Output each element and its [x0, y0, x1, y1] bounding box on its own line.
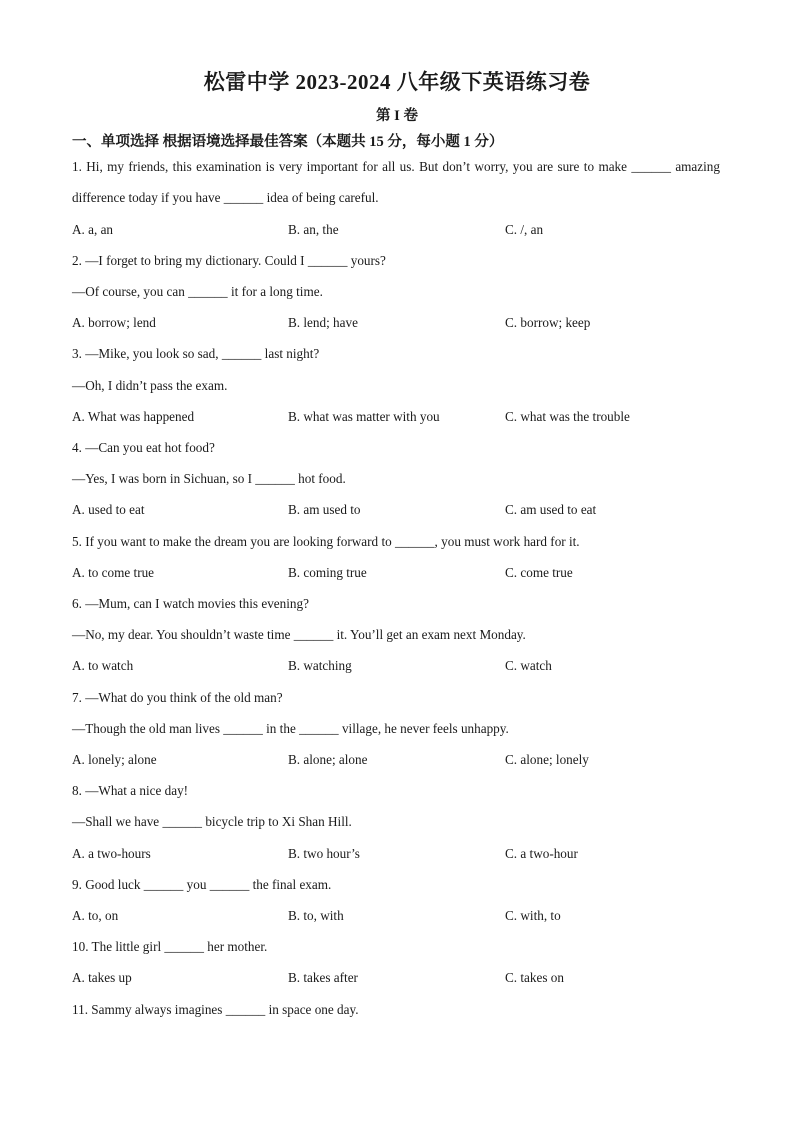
question-2-line-2: —Of course, you can ______ it for a long time. [72, 284, 323, 299]
option-b: B. am used to [288, 502, 361, 517]
question-1-line-2: difference today if you have ______ idea of being careful. [72, 190, 379, 205]
option-c: C. come true [505, 565, 573, 580]
question-2-line-1: 2. —I forget to bring my dictionary. Could I ______ yours? [72, 253, 386, 268]
option-b: B. coming true [288, 565, 367, 580]
option-c: C. /, an [505, 222, 544, 237]
question-7-line-1: 7. —What do you think of the old man? [72, 690, 283, 705]
option-a: A. a two-hours [72, 846, 151, 861]
question-6-line-1: 6. —Mum, can I watch movies this evening? [72, 596, 309, 611]
question-3-line-2: —Oh, I didn’t pass the exam. [72, 378, 228, 393]
question-4-line-2: —Yes, I was born in Sichuan, so I ______ hot food. [72, 471, 346, 486]
question-6-options [72, 658, 722, 676]
option-a: A. a, an [72, 222, 114, 237]
question-10-options [72, 970, 722, 988]
question-10-line-1: 10. The little girl ______ her mother. [72, 939, 268, 954]
question-7-line-2: —Though the old man lives ______ in the ______ village, he never feels unhappy. [72, 721, 509, 736]
option-b: B. to, with [288, 908, 344, 923]
question-9-options [72, 908, 722, 926]
question-8-options [72, 846, 722, 864]
question-9-line-1: 9. Good luck ______ you ______ the final exam. [72, 877, 332, 892]
section-heading: 一、单项选择 根据语境选择最佳答案（本题共 15 分，每小题 1 分） [72, 134, 504, 150]
option-b: B. an, the [288, 222, 339, 237]
question-2-options [72, 315, 722, 333]
page-title: 松雷中学 2023-2024 八年级下英语练习卷 [203, 70, 591, 94]
option-c: C. watch [505, 658, 552, 673]
option-b: B. watching [288, 658, 352, 673]
volume-heading: 第 I 卷 [376, 108, 418, 124]
question-3-line-1: 3. —Mike, you look so sad, ______ last night? [72, 346, 320, 361]
option-a: A. to come true [72, 565, 155, 580]
option-b: B. two hour’s [288, 846, 360, 861]
option-c: C. with, to [505, 908, 561, 923]
question-5-line-1: 5. If you want to make the dream you are looking forward to ______, you must work hard for it. [72, 534, 580, 549]
option-b: B. takes after [288, 970, 358, 985]
option-c: C. am used to eat [505, 502, 597, 517]
option-b: B. alone; alone [288, 752, 368, 767]
option-c: C. takes on [505, 970, 564, 985]
option-b: B. lend; have [288, 315, 358, 330]
option-a: A. takes up [72, 970, 132, 985]
question-1-options [72, 222, 722, 240]
option-c: C. a two-hour [505, 846, 578, 861]
question-1-line-1: 1. Hi, my friends, this examination is very important for all us. But don’t worry, you are sure to make ______ amazing [72, 159, 720, 174]
option-c: C. what was the trouble [505, 409, 630, 424]
option-a: A. to, on [72, 908, 119, 923]
option-a: A. borrow; lend [72, 315, 156, 330]
question-5-options [72, 565, 722, 583]
question-8-line-1: 8. —What a nice day! [72, 783, 189, 798]
question-4-options [72, 502, 722, 520]
option-c: C. borrow; keep [505, 315, 591, 330]
option-b: B. what was matter with you [288, 409, 440, 424]
question-11-line-1: 11. Sammy always imagines ______ in space one day. [72, 1002, 359, 1017]
question-4-line-1: 4. —Can you eat hot food? [72, 440, 215, 455]
question-3-options [72, 409, 722, 427]
question-7-options [72, 752, 722, 770]
option-a: A. lonely; alone [72, 752, 157, 767]
question-8-line-2: —Shall we have ______ bicycle trip to Xi Shan Hill. [72, 814, 352, 829]
option-a: A. used to eat [72, 502, 145, 517]
option-c: C. alone; lonely [505, 752, 589, 767]
option-a: A. What was happened [72, 409, 195, 424]
option-a: A. to watch [72, 658, 134, 673]
question-6-line-2: —No, my dear. You shouldn’t waste time ______ it. You’ll get an exam next Monday. [72, 627, 526, 642]
